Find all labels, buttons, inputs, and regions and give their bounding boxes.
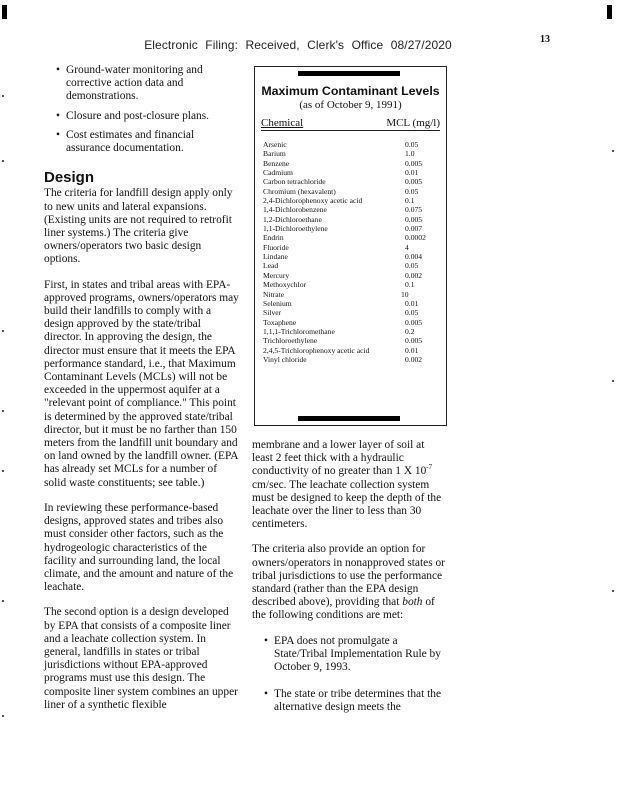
table-row [263,196,440,205]
chemical-cell: Methoxychlor [263,280,307,290]
mcl-cell: 0.002 [405,354,423,364]
chemical-cell: Cadmium [263,168,293,178]
table-header [261,117,440,131]
table-row [263,149,440,158]
mcl-cell: 0.05 [405,308,419,318]
mcl-cell: 0.005 [405,336,423,346]
table-row [263,261,440,270]
chemical-cell: Benzene [263,158,290,168]
table-row [263,346,440,355]
list-item: • Ground-water monitoring and corrective action data and demonstrations. [58,64,240,104]
mcl-cell: 0.01 [405,168,419,178]
mcl-cell: 0.01 [405,345,419,355]
chemical-cell: Nitrate [263,289,285,299]
chemical-cell: Selenium [263,298,292,308]
chemical-cell: 1,1-Dichloroethylene [263,224,328,234]
paragraph-text: The criteria also provide an option for owners/operators in nonapproved states or tribal jurisdictions to use the performance standard (rather than the EPA design described above), providing that [252,543,445,609]
table-row [263,140,440,149]
mcl-cell: 0.05 [405,140,419,149]
paragraph: The second option is a design developed by EPA that consists of a composite liner and a leachate collection system. In general, landfills in states or tribal jurisdictions without EPA-approved programs must use this design. The composite liner system combines an upper liner of a synthetic flexible [44,606,238,711]
right-edge-ticks [612,0,616,800]
table-subtitle: (as of October 9, 1991) [299,99,402,111]
table-row [263,168,440,177]
chemical-cell: 2,4,5-Trichlorophenoxy acetic acid [263,345,370,355]
mcl-cell: 0.05 [405,186,419,196]
mcl-cell: 10 [401,289,409,299]
right-column [252,439,448,729]
bullet-list [58,64,240,155]
page-number: 13 [540,34,550,45]
table-title: Maximum Contaminant Levels [261,84,440,98]
table-row [263,205,440,214]
paragraph-text: cm/sec. The leachate collection system must be designed to keep the depth of the leachate over the liner to less than 30 centimeters. [252,478,442,531]
list-item: • Closure and post-closure plans. [58,110,240,123]
table-row [263,243,440,252]
mcl-cell: 0.005 [405,158,423,168]
chemical-cell: Carbon tetrachloride [263,177,326,187]
mcl-cell: 0.005 [405,177,423,187]
mcl-cell: 0.2 [405,326,415,336]
filing-stamp: Electronic Filing: Received, Clerk's Office 08/27/2020 [144,38,452,52]
table-row [263,336,440,345]
exponent: -7 [426,463,433,472]
table-row [263,187,440,196]
table-bottom-bar [298,416,400,421]
table-row [263,327,440,336]
paragraph: In reviewing these performance-based designs, approved states and tribes also must consider other factors, such as the hydrogeologic characteristics of the facility and surrounding land, the local climate, and the amount and nature of the leachate. [44,501,234,594]
chemical-cell: Lead [263,261,279,271]
mcl-cell: 0.1 [405,196,415,206]
table-row [263,177,440,186]
left-column [44,64,240,724]
mcl-cell: 1.0 [405,149,415,159]
chemical-cell: Vinyl chloride [263,354,307,364]
chemical-cell: Trichloroethylene [263,336,318,346]
emphasis: both [402,596,423,609]
table-row [263,252,440,261]
table-row [263,233,440,242]
table-top-bar [298,71,400,76]
column-header-chemical: Chemical [261,117,304,129]
table-row [263,215,440,224]
column-header-mcl: MCL (mg/l) [386,117,440,129]
paragraph [252,543,448,622]
chemical-cell: Barium [263,149,286,159]
table-row [263,224,440,233]
chemical-cell: 1,2-Dichloroethane [263,214,322,224]
paragraph [252,439,448,531]
paragraph: The criteria for landfill design apply only to new units and lateral expansions. (Existing units are not required to retrofit liner systems.) The criteria give owners/operators two basic design options. [44,187,233,266]
chemical-cell: Arsenic [263,140,287,149]
chemical-cell: 1,4-Dichlorobenzene [263,205,327,215]
list-item: • Cost estimates and financial assurance documentation. [58,129,240,155]
table-row [263,271,440,280]
mcl-cell: 0.005 [405,214,423,224]
table-row [263,290,440,299]
mcl-table [254,66,447,426]
chemical-cell: 2,4-Dichlorophenoxy acetic acid [263,196,363,206]
chemical-cell: Lindane [263,252,288,262]
paragraph-text: of the following conditions are met: [252,596,435,622]
paragraph-text: membrane and a lower layer of soil at least 2 feet thick with a hydraulic conductivity of no greater than 1 X 10 [252,439,427,478]
paragraph: First, in states and tribal areas with EPA-approved programs, owners/operators may build their landfills to comply with a design approved by the state/tribal director. In approving the design, the director must ensure that it meets the EPA performance standard, i.e., that Maximum Contaminant Levels (MCLs) will not be exceeded in the uppermost aquifer at a "relevant point of compliance." This point is determined by the approved state/tribal director, but it must be no farther than 150 meters from the landfill unit boundary and on land owned by the landfill owner. (EPA has already set MCLs for a number of solid waste constituents; see table.) [44,278,239,489]
condition-list [266,635,448,715]
mcl-cell: 0.075 [405,205,423,215]
table-row [263,299,440,308]
mcl-cell: 0.01 [405,298,419,308]
section-heading: Design [44,169,95,187]
table-body [263,140,440,364]
left-edge-ticks [2,0,6,800]
mcl-cell: 0.1 [405,280,415,290]
list-item: • The state or tribe determines that the alternative design meets the [266,688,448,714]
mcl-cell: 0.004 [405,252,423,262]
chemical-cell: Endrin [263,233,284,243]
list-item: • EPA does not promulgate a State/Tribal Implementation Rule by October 9, 1993. [266,635,448,675]
table-row [263,308,440,317]
chemical-cell: Toxaphene [263,317,297,327]
chemical-cell: 1,1,1-Trichloromethane [263,326,335,336]
mcl-cell: 0.05 [405,261,419,271]
table-row [263,159,440,168]
mcl-cell: 0.002 [405,270,423,280]
chemical-cell: Fluoride [263,242,289,252]
chemical-cell: Chromium (hexavalent) [263,186,336,196]
mcl-cell: 0.005 [405,317,423,327]
table-row [263,318,440,327]
chemical-cell: Silver [263,308,282,318]
mcl-cell: 4 [405,242,409,252]
mcl-cell: 0.007 [405,224,423,234]
table-row [263,280,440,289]
mcl-cell: 0.0002 [405,233,426,243]
table-row [263,355,440,364]
chemical-cell: Mercury [263,270,290,280]
